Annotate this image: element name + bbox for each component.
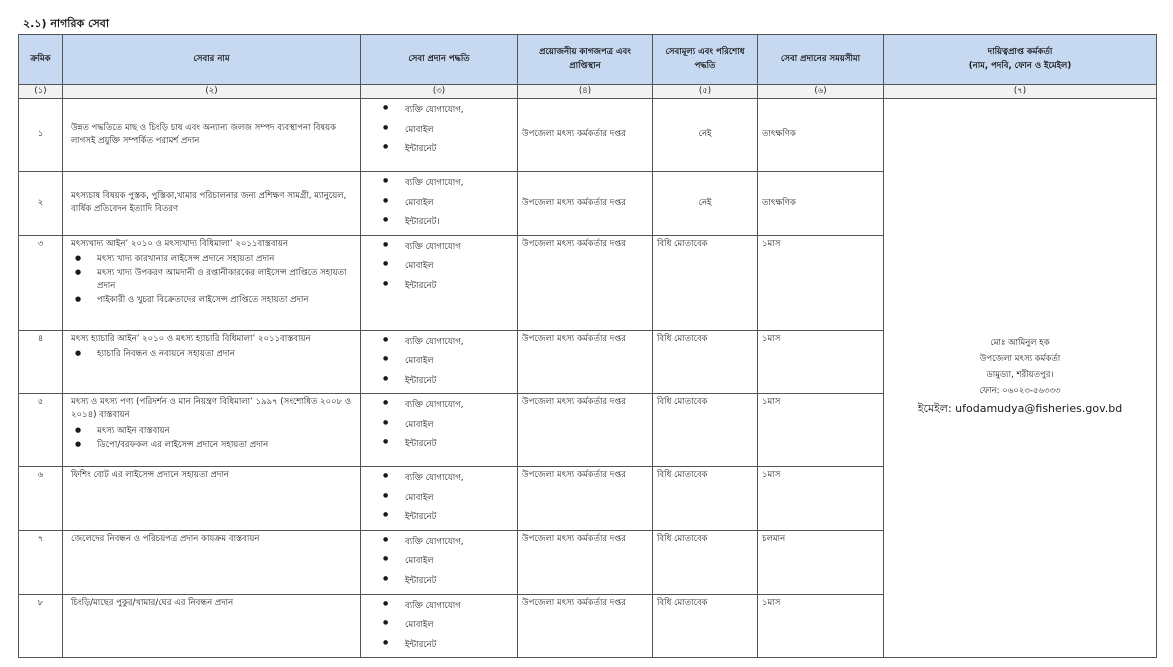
documents-cell: উপজেলা মৎস্য কর্মকর্তার দপ্তর — [518, 394, 653, 467]
method-item: ● মোবাইল — [405, 352, 513, 372]
method-cell — [361, 99, 518, 172]
officer-cell — [884, 99, 1157, 658]
method-item: ● ইন্টারনেট — [405, 372, 513, 392]
documents-cell: উপজেলা মৎস্য কর্মকর্তার দপ্তর — [518, 330, 653, 394]
method-cell — [361, 235, 518, 330]
method-item: ● ব্যক্তি যোগাযোগ — [405, 238, 513, 258]
header-officer-title: দায়িত্বপ্রাপ্ত কর্মকর্তা — [987, 47, 1053, 58]
method-item: ● ব্যক্তি যোগাযোগ — [405, 597, 513, 617]
method-item: ● মোবাইল — [405, 416, 513, 436]
service-name: মৎস্য ও মৎস্য পণ্য (পরিদর্শন ও মান নিয়ন্ত্রণ বিধিমালা’ ১৯৯৭ (সংশোধিত ২০০৮ ও ২০১৪) বাস্তবায়ন — [71, 397, 352, 421]
header-officer — [884, 35, 1157, 85]
method-cell — [361, 594, 518, 658]
method-item: ● ব্যক্তি যোগাযোগ, — [405, 333, 513, 353]
service-name: জেলেদের নিবন্ধন ও পরিচয়পত্র প্রদান কাযক্রম বাস্তবায়ন — [71, 533, 260, 544]
method-item: ● মোবাইল — [405, 552, 513, 572]
service-name: মৎস্যচাষ বিষয়ক পুস্তক, পুস্তিকা,খামার পরিচালনার জন্য প্রশিক্ষণ সামগ্রী, ম্যানুয়েল, বার্ষিক প্রতিবেদন ইত্যাদি বিতরণ — [71, 191, 347, 215]
method-item: ● মোবাইল — [405, 121, 513, 141]
service-name: মৎস্যখাদ্য আইন’ ২০১০ ও মৎস্যখাদ্য বিধিমালা’ ২০১১বাস্তবায়ন — [71, 238, 289, 249]
time-limit-cell: ১মাস — [758, 394, 884, 467]
officer-designation: উপজেলা মৎস্য কর্মকর্তা — [979, 354, 1061, 365]
service-name-cell — [63, 330, 361, 394]
column-number: (৭) — [884, 85, 1157, 99]
sub-item: ● পাইকারী ও খুচরা বিক্রেতাদের লাইসেন্স প্রাপ্তিতে সহায়তা প্রদান — [97, 294, 356, 307]
serial-cell: ২ — [19, 172, 63, 236]
column-number: (১) — [19, 85, 63, 99]
sub-item: ● মৎস্য আইন বাস্তবায়ন — [97, 425, 356, 438]
officer-email: ইমেইল: ufodamudya@fisheries.gov.bd — [917, 402, 1123, 416]
time-limit-cell: তাৎক্ষণিক — [758, 172, 884, 236]
serial-cell: ৩ — [19, 235, 63, 330]
header-serial: ক্রমিক — [19, 35, 63, 85]
column-number: (৩) — [361, 85, 518, 99]
header-fee: সেবামূল্য এবং পরিশোধ পদ্ধতি — [653, 35, 758, 85]
sub-item: ● মৎস্য খাদ্য উপকরণ আমদানী ও রপ্তানীকারকের লাইসেন্স প্রাপ্তিতে সহায়তা প্রদান — [97, 267, 356, 293]
method-item: ● মোবাইল — [405, 489, 513, 509]
service-name: উন্নত পদ্ধতিতে মাছ ও চিংড়ি চাষ এবং অন্যান্য জলজ সম্পদ ব্যবস্থাপনা বিষয়ক লাগসই প্রযুক্তি সম্পর্কিত পরামর্শ প্রদান — [71, 122, 337, 146]
time-limit-cell: ১মাস — [758, 467, 884, 531]
fee-cell: বিধি মোতাবেক — [653, 330, 758, 394]
method-list — [365, 469, 513, 528]
table-row — [19, 99, 1157, 172]
fee-cell: বিধি মোতাবেক — [653, 594, 758, 658]
method-item: ● ইন্টারনেট — [405, 435, 513, 455]
method-item: ● ইন্টারনেট — [405, 636, 513, 656]
service-name-cell — [63, 467, 361, 531]
method-item: ● মোবাইল — [405, 616, 513, 636]
header-officer-subtitle: (নাম, পদবি, ফোন ও ইমেইল) — [968, 60, 1072, 71]
time-limit-cell: ১মাস — [758, 594, 884, 658]
method-item: ● মোবাইল — [405, 194, 513, 214]
header-documents: প্রয়োজনীয় কাগজপত্র এবং প্রাপ্তিস্থান — [518, 35, 653, 85]
time-limit-cell: ১মাস — [758, 330, 884, 394]
column-number: (৪) — [518, 85, 653, 99]
header-service-name: সেবার নাম — [63, 35, 361, 85]
service-name-cell — [63, 530, 361, 594]
time-limit-cell: তাৎক্ষণিক — [758, 99, 884, 172]
serial-cell: ৭ — [19, 530, 63, 594]
header-method: সেবা প্রদান পদ্ধতি — [361, 35, 518, 85]
fee-cell: বিধি মোতাবেক — [653, 467, 758, 531]
method-item: ● ব্যক্তি যোগাযোগ, — [405, 469, 513, 489]
service-name-cell — [63, 594, 361, 658]
time-limit-cell: ১মাস — [758, 235, 884, 330]
method-list — [365, 333, 513, 392]
method-item: ● ব্যক্তি যোগাযোগ, — [405, 101, 513, 121]
officer-name: মোঃ আমিনুল হক — [990, 338, 1050, 349]
method-item: ● ইন্টারনেট — [405, 140, 513, 160]
documents-cell: উপজেলা মৎস্য কর্মকর্তার দপ্তর — [518, 99, 653, 172]
service-name: ফিশিং বোট এর লাইসেন্স প্রদানে সহায়তা প্রদান — [71, 470, 229, 481]
fee-cell: নেই — [653, 99, 758, 172]
documents-cell: উপজেলা মৎস্য কর্মকর্তার দপ্তর — [518, 172, 653, 236]
column-number: (৬) — [758, 85, 884, 99]
documents-cell: উপজেলা মৎস্য কর্মকর্তার দপ্তর — [518, 530, 653, 594]
method-list — [365, 597, 513, 656]
serial-cell: ৪ — [19, 330, 63, 394]
method-list — [365, 101, 513, 160]
sub-item-list — [67, 425, 356, 452]
method-item: ● মোবাইল — [405, 257, 513, 277]
method-item: ● ব্যক্তি যোগাযোগ, — [405, 533, 513, 553]
documents-cell: উপজেলা মৎস্য কর্মকর্তার দপ্তর — [518, 235, 653, 330]
sub-item-list — [67, 348, 356, 361]
time-limit-cell: চলমান — [758, 530, 884, 594]
officer-phone: ফোন: ০৬০২৩-৫৬৩৩৩ — [979, 385, 1061, 396]
method-item: ● ইন্টারনেট। — [405, 213, 513, 233]
method-item: ● ইন্টারনেট — [405, 508, 513, 528]
method-list — [365, 396, 513, 455]
method-item: ● ইন্টারনেট — [405, 277, 513, 297]
sub-item: ● ডিপো/বরফকল এর লাইসেন্স প্রদানে সহায়তা প্রদান — [97, 439, 356, 452]
column-number: (৫) — [653, 85, 758, 99]
fee-cell: বিধি মোতাবেক — [653, 394, 758, 467]
service-name-cell — [63, 394, 361, 467]
column-number-row — [19, 85, 1157, 99]
documents-cell: উপজেলা মৎস্য কর্মকর্তার দপ্তর — [518, 467, 653, 531]
fee-cell: বিধি মোতাবেক — [653, 235, 758, 330]
method-cell — [361, 467, 518, 531]
documents-cell: উপজেলা মৎস্য কর্মকর্তার দপ্তর — [518, 594, 653, 658]
serial-cell: ৮ — [19, 594, 63, 658]
sub-item: ● মৎস্য খাদ্য কারখানার লাইসেন্স প্রদানে সহায়তা প্রদান — [97, 253, 356, 266]
header-row — [19, 35, 1157, 85]
header-time-limit: সেবা প্রদানের সময়সীমা — [758, 35, 884, 85]
method-cell — [361, 530, 518, 594]
serial-cell: ৬ — [19, 467, 63, 531]
sub-item-list — [67, 253, 356, 308]
fee-cell: নেই — [653, 172, 758, 236]
column-number: (২) — [63, 85, 361, 99]
method-list — [365, 238, 513, 297]
service-name-cell — [63, 235, 361, 330]
officer-location: ডামুড্যা, শরীয়তপুর। — [986, 369, 1054, 380]
method-item: ● ইন্টারনেট — [405, 572, 513, 592]
serial-cell: ৫ — [19, 394, 63, 467]
sub-item: ● হ্যাচারি নিবন্ধন ও নবায়নে সহায়তা প্রদান — [97, 348, 356, 361]
method-cell — [361, 172, 518, 236]
method-list — [365, 174, 513, 233]
citizen-service-table — [18, 34, 1157, 658]
method-list — [365, 533, 513, 592]
service-name: মৎস্য হ্যাচারি আইন’ ২০১০ ও মৎস্য হ্যাচারি বিধিমালা’ ২০১১বাস্তবায়ন — [71, 333, 311, 344]
service-name: চিংড়ি/মাছের পুকুর/খামার/ঘের এর নিবন্ধন প্রদান — [71, 597, 234, 608]
method-cell — [361, 394, 518, 467]
method-cell — [361, 330, 518, 394]
method-item: ● ব্যক্তি যোগাযোগ, — [405, 174, 513, 194]
section-title: ২.১) নাগরিক সেবা — [23, 17, 110, 30]
method-item: ● ব্যক্তি যোগাযোগ, — [405, 396, 513, 416]
serial-cell: ১ — [19, 99, 63, 172]
service-name-cell — [63, 172, 361, 236]
fee-cell: বিধি মোতাবেক — [653, 530, 758, 594]
service-name-cell — [63, 99, 361, 172]
